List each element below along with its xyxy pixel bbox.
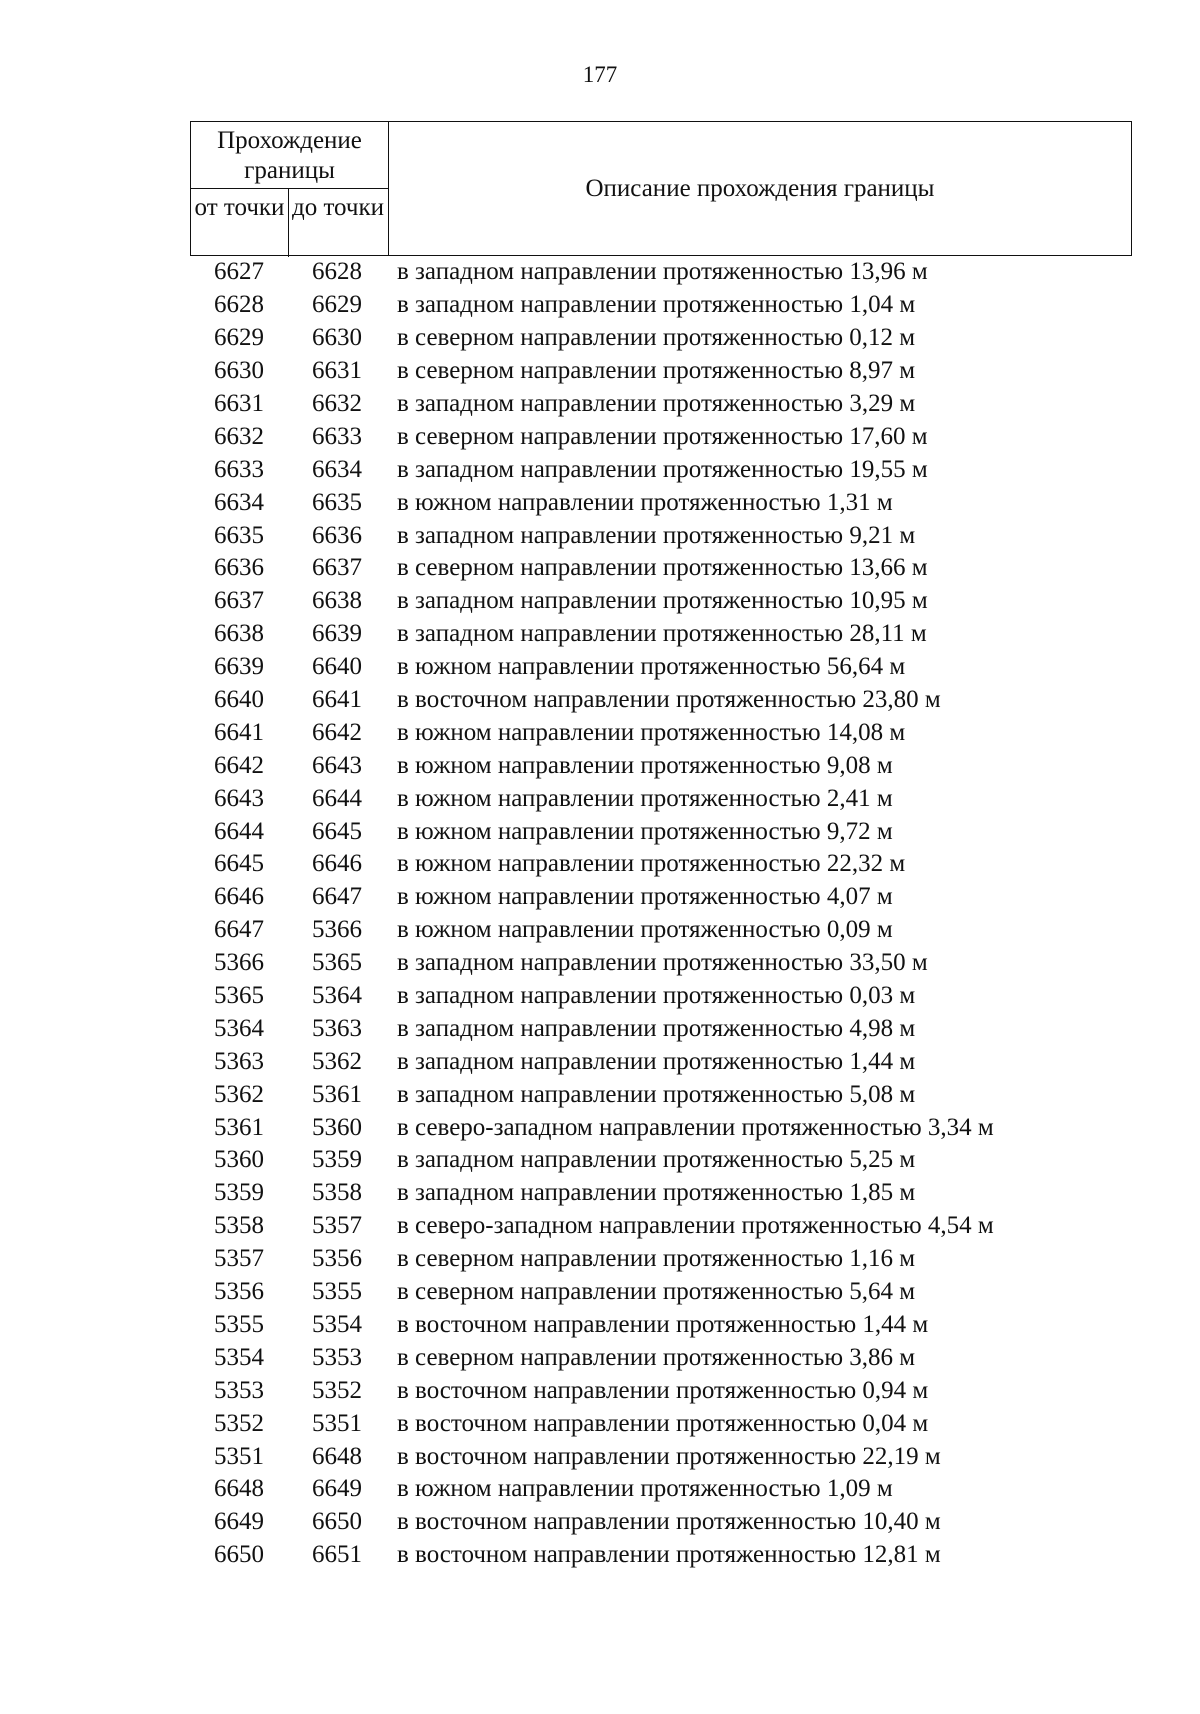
to-point-cell: 5362 <box>312 1047 362 1075</box>
table-row <box>190 1440 1132 1473</box>
from-point-cell: 5361 <box>214 1113 264 1141</box>
from-point-cell: 6641 <box>214 718 264 746</box>
to-point-cell: 5363 <box>312 1014 362 1042</box>
from-point-cell: 5356 <box>214 1278 264 1306</box>
table-row <box>190 322 1132 355</box>
to-point-cell: 5353 <box>312 1343 362 1371</box>
description-cell: в южном направлении протяженностью 2,41 м <box>397 784 893 812</box>
to-point-cell: 6647 <box>312 883 362 911</box>
to-point-cell: 5365 <box>312 949 362 977</box>
table-row <box>190 782 1132 815</box>
to-point-cell: 5359 <box>312 1146 362 1174</box>
table-row <box>190 1309 1132 1342</box>
table-row <box>190 749 1132 782</box>
from-point-cell: 6628 <box>214 291 264 319</box>
to-point-cell: 5352 <box>312 1376 362 1404</box>
description-cell: в восточном направлении протяженностью 0,04 м <box>397 1409 929 1437</box>
description-cell: в восточном направлении протяженностью 22,19 м <box>397 1442 941 1470</box>
description-cell: в западном направлении протяженностью 9,21 м <box>397 521 916 549</box>
table-row <box>190 1078 1132 1111</box>
description-cell: в северном направлении протяженностью 0,12 м <box>397 324 916 352</box>
description-cell: в северном направлении протяженностью 5,64 м <box>397 1278 916 1306</box>
description-header: Описание прохождения границы <box>585 174 935 202</box>
to-point-cell: 5355 <box>312 1278 362 1306</box>
to-point-cell: 6651 <box>312 1541 362 1569</box>
table-row <box>190 1539 1132 1572</box>
from-point-cell: 6638 <box>214 620 264 648</box>
table-body <box>190 256 1132 1572</box>
description-cell: в южном направлении протяженностью 14,08 м <box>397 718 906 746</box>
table-row <box>190 980 1132 1013</box>
table-row <box>190 1506 1132 1539</box>
from-point-cell: 5359 <box>214 1179 264 1207</box>
boundary-passage-group <box>191 122 389 255</box>
table-row <box>190 1177 1132 1210</box>
description-cell: в северо-западном направлении протяженностью 3,34 м <box>397 1113 994 1141</box>
table-row <box>190 420 1132 453</box>
from-point-cell: 5352 <box>214 1409 264 1437</box>
description-cell: в западном направлении протяженностью 19,55 м <box>397 455 928 483</box>
to-point-cell: 6639 <box>312 620 362 648</box>
table-row <box>190 1111 1132 1144</box>
to-point-cell: 6650 <box>312 1508 362 1536</box>
to-point-cell: 6634 <box>312 455 362 483</box>
to-point-cell: 6636 <box>312 521 362 549</box>
to-point-cell: 5356 <box>312 1245 362 1273</box>
to-point-cell: 5354 <box>312 1310 362 1338</box>
from-point-cell: 5355 <box>214 1310 264 1338</box>
from-point-cell: 6637 <box>214 587 264 615</box>
to-point-cell: 6642 <box>312 718 362 746</box>
from-point-cell: 6640 <box>214 686 264 714</box>
to-point-cell: 6635 <box>312 488 362 516</box>
table-row <box>190 1341 1132 1374</box>
table-row <box>190 848 1132 881</box>
from-point-cell: 5358 <box>214 1212 264 1240</box>
from-point-cell: 6629 <box>214 324 264 352</box>
description-cell: в южном направлении протяженностью 22,32 м <box>397 850 906 878</box>
table-row <box>190 1374 1132 1407</box>
table-row <box>190 1407 1132 1440</box>
from-point-cell: 6632 <box>214 422 264 450</box>
description-cell: в северном направлении протяженностью 13,66 м <box>397 554 928 582</box>
to-point-cell: 6649 <box>312 1475 362 1503</box>
description-cell: в западном направлении протяженностью 1,04 м <box>397 291 916 319</box>
description-cell: в западном направлении протяженностью 5,08 м <box>397 1080 916 1108</box>
description-cell: в западном направлении протяженностью 3,29 м <box>397 390 916 417</box>
to-point-cell: 6646 <box>312 850 362 878</box>
from-point-cell: 5365 <box>214 982 264 1010</box>
table-row <box>190 651 1132 684</box>
description-cell: в западном направлении протяженностью 5,25 м <box>397 1146 916 1174</box>
table-row <box>190 815 1132 848</box>
description-cell: в западном направлении протяженностью 13,96 м <box>397 258 928 286</box>
table-row <box>190 552 1132 585</box>
to-point-cell: 6629 <box>312 291 362 319</box>
from-point-cell: 5353 <box>214 1376 264 1404</box>
to-point-cell: 6630 <box>312 324 362 352</box>
from-point-cell: 6636 <box>214 554 264 582</box>
table-row <box>190 256 1132 289</box>
table-row <box>190 453 1132 486</box>
to-point-cell: 5360 <box>312 1113 362 1141</box>
description-cell: в западном направлении протяженностью 33,50 м <box>397 949 928 977</box>
from-point-cell: 6642 <box>214 751 264 779</box>
description-cell: в северном направлении протяженностью 1,16 м <box>397 1245 916 1273</box>
to-point-cell: 6645 <box>312 817 362 845</box>
table-row <box>190 1144 1132 1177</box>
to-point-cell: 6633 <box>312 422 362 450</box>
description-cell: в западном направлении протяженностью 0,03 м <box>397 982 916 1010</box>
description-cell: в северо-западном направлении протяженностью 4,54 м <box>397 1212 994 1240</box>
table-row <box>190 1045 1132 1078</box>
to-point-cell: 6631 <box>312 357 362 385</box>
to-point-cell: 5351 <box>312 1409 362 1437</box>
description-cell: в западном направлении протяженностью 1,85 м <box>397 1179 916 1207</box>
from-point-cell: 6647 <box>214 916 264 944</box>
description-cell: в северном направлении протяженностью 17,60 м <box>397 422 928 450</box>
to-point-cell: 5361 <box>312 1080 362 1108</box>
from-point-cell: 5360 <box>214 1146 264 1174</box>
table-row <box>190 1012 1132 1045</box>
table-row <box>190 1473 1132 1506</box>
group-title: Прохождение границы <box>191 122 388 189</box>
to-point-cell: 6637 <box>312 554 362 582</box>
from-point-cell: 5363 <box>214 1047 264 1075</box>
table-row <box>190 1210 1132 1243</box>
to-point-cell: 5364 <box>312 982 362 1010</box>
table-row <box>190 618 1132 651</box>
description-cell: в западном направлении протяженностью 28,11 м <box>397 620 927 648</box>
table-row <box>190 1276 1132 1309</box>
from-point-cell: 6639 <box>214 653 264 681</box>
description-cell: в южном направлении протяженностью 9,08 м <box>397 751 893 779</box>
from-point-cell: 6650 <box>214 1541 264 1569</box>
description-cell: в восточном направлении протяженностью 12,81 м <box>397 1541 941 1569</box>
from-point-cell: 6646 <box>214 883 264 911</box>
description-cell: в западном направлении протяженностью 4,98 м <box>397 1014 916 1042</box>
description-cell: в западном направлении протяженностью 10,95 м <box>397 587 928 615</box>
description-cell: в южном направлении протяженностью 0,09 м <box>397 916 893 944</box>
table-row <box>190 519 1132 552</box>
to-point-cell: 6632 <box>312 390 362 417</box>
table-row <box>190 486 1132 519</box>
to-point-cell: 6628 <box>312 258 362 286</box>
from-point-header: от точки <box>191 189 289 257</box>
from-point-cell: 5351 <box>214 1442 264 1470</box>
from-point-cell: 5366 <box>214 949 264 977</box>
to-point-cell: 6644 <box>312 784 362 812</box>
from-point-cell: 5354 <box>214 1343 264 1371</box>
to-point-cell: 6638 <box>312 587 362 615</box>
table-row <box>190 881 1132 914</box>
table-row <box>190 947 1132 980</box>
from-point-cell: 6644 <box>214 817 264 845</box>
description-cell: в южном направлении протяженностью 1,31 м <box>397 488 893 516</box>
table-row <box>190 716 1132 749</box>
from-point-cell: 6627 <box>214 258 264 286</box>
from-point-cell: 6645 <box>214 850 264 878</box>
to-point-cell: 5358 <box>312 1179 362 1207</box>
to-point-cell: 6643 <box>312 751 362 779</box>
description-cell: в южном направлении протяженностью 4,07 м <box>397 883 893 911</box>
table-row <box>190 355 1132 388</box>
table-row <box>190 914 1132 947</box>
table-row <box>190 585 1132 618</box>
table-row <box>190 388 1132 421</box>
description-cell: в восточном направлении протяженностью 1,44 м <box>397 1310 929 1338</box>
table-row <box>190 1243 1132 1276</box>
from-point-cell: 6634 <box>214 488 264 516</box>
from-point-cell: 6649 <box>214 1508 264 1536</box>
description-cell: в южном направлении протяженностью 56,64 м <box>397 653 906 681</box>
to-point-cell: 6648 <box>312 1442 362 1470</box>
from-point-cell: 6630 <box>214 357 264 385</box>
description-cell: в южном направлении протяженностью 9,72 м <box>397 817 893 845</box>
to-point-cell: 5366 <box>312 916 362 944</box>
from-point-cell: 6643 <box>214 784 264 812</box>
from-point-cell: 6631 <box>214 390 264 417</box>
from-point-cell: 6648 <box>214 1475 264 1503</box>
description-cell: в восточном направлении протяженностью 23,80 м <box>397 686 941 714</box>
to-point-cell: 6641 <box>312 686 362 714</box>
table-header <box>190 121 1132 256</box>
table-row <box>190 289 1132 322</box>
description-cell: в южном направлении протяженностью 1,09 м <box>397 1475 893 1503</box>
from-point-cell: 5364 <box>214 1014 264 1042</box>
description-cell: в северном направлении протяженностью 3,86 м <box>397 1343 916 1371</box>
to-point-header: до точки <box>291 194 385 221</box>
page-number: 177 <box>582 62 618 87</box>
from-point-cell: 6635 <box>214 521 264 549</box>
from-point-cell: 5362 <box>214 1080 264 1108</box>
from-point-cell: 5357 <box>214 1245 264 1273</box>
description-cell: в западном направлении протяженностью 1,44 м <box>397 1047 916 1075</box>
from-point-cell: 6633 <box>214 455 264 483</box>
description-cell: в восточном направлении протяженностью 0,94 м <box>397 1376 929 1404</box>
table-row <box>190 684 1132 717</box>
to-point-cell: 6640 <box>312 653 362 681</box>
description-cell: в восточном направлении протяженностью 10,40 м <box>397 1508 941 1536</box>
to-point-cell: 5357 <box>312 1212 362 1240</box>
description-cell: в северном направлении протяженностью 8,97 м <box>397 357 916 385</box>
